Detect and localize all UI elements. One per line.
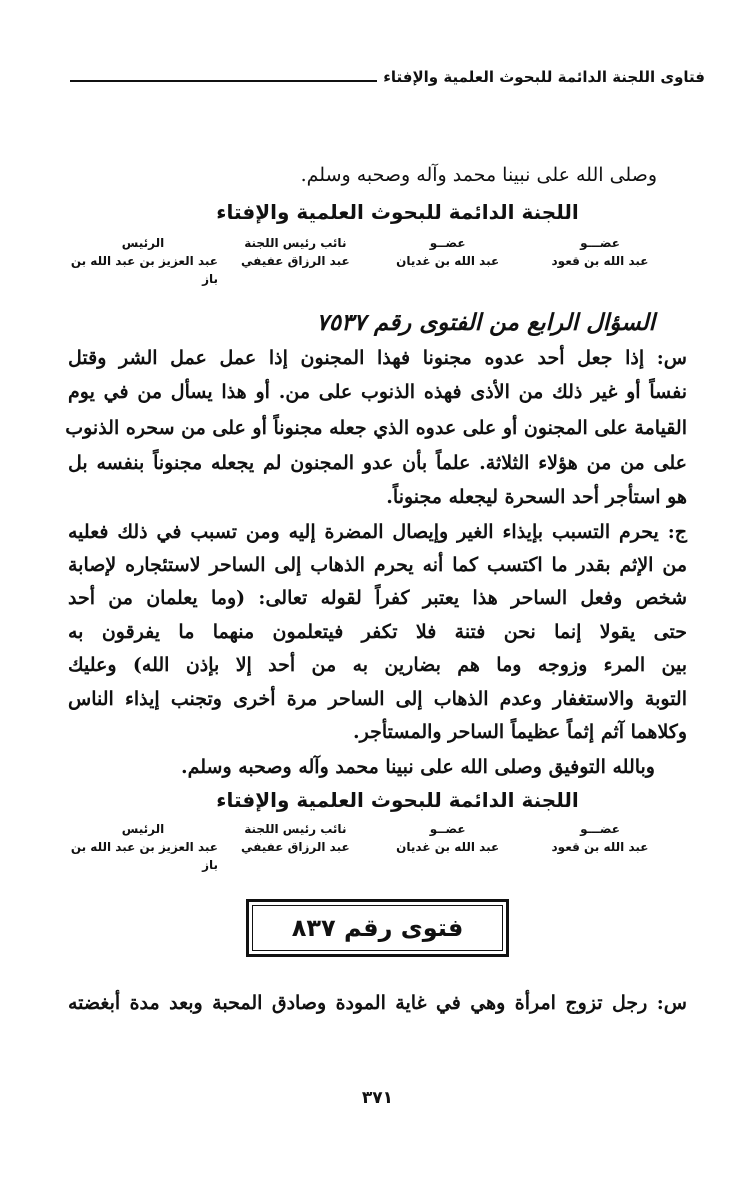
answer-line: من الإثم بقدر ما اكتسب كما أنه يحرم الذهاب إلى الساحر لاستئجاره لإصابة [68,554,687,576]
page-number: ٣٧١ [361,1088,394,1108]
question-line: هو استأجر أحد السحرة ليجعله مجنوناً. [386,486,687,508]
fatwa-number-label: فتوى رقم ٨٣٧ [252,905,503,951]
signature-member-1 [525,234,675,288]
signature-name: عبد العزيز بن عبد الله بن باز [70,254,219,286]
signature-member-2 [373,820,523,874]
fatwa-number-box [246,899,509,957]
signature-member-2 [373,234,523,288]
answer-line: بين المرء وزوجه وما هم بضارين به من أحد إلا بإذن الله) وعليك [68,654,687,676]
signature-name: عبد العزيز بن عبد الله بن باز [70,840,219,872]
signature-role: عضـــو [580,236,620,250]
header-rule [70,80,377,82]
answer-line: وكلاهما آثم إثماً عظيماً الساحر والمستأجر. [353,721,687,743]
signature-name: عبد الله بن قعود [551,254,649,268]
answer-line: التوبة والاستغفار وعدم الذهاب إلى الساحر مرة أخرى وتجنب إيذاء الناس [68,688,687,710]
signature-role: الرئيس [121,822,165,836]
signature-name: عبد الرزاق عفيفي [240,254,350,268]
signature-vice-president [220,820,370,874]
question-title: السؤال الرابع من الفتوى رقم ٧٥٣٧ [316,309,655,336]
answer-line: حتى يقولا إنما نحن فتنة فلا تكفر فيتعلمون منهما ما يفرقون به [68,621,687,643]
signature-president [68,820,218,874]
signatures-1 [68,234,675,288]
next-question-line: س: رجل تزوج امرأة وهي في غاية المودة وصادق المحبة وبعد مدة أبغضته [68,992,687,1014]
question-line: القيامة على المجنون أو على عدوه الذي جعله مجنوناً أو على من سحره الذنوب [65,417,687,439]
signature-role: عضــو [429,822,466,836]
signature-name: عبد الله بن غديان [396,254,500,268]
signatures-2 [68,820,675,874]
signature-name: عبد الرزاق عفيفي [240,840,350,854]
signature-member-1 [525,820,675,874]
signature-role: نائب رئيس اللجنة [244,822,347,836]
closing-line-1: وصلى الله على نبينا محمد وآله وصحبه وسلم. [300,164,657,186]
signature-role: عضــو [429,236,466,250]
question-line: نفساً أو غير ذلك من الأذى فهذه الذنوب على من. أو هذا يسأل من في يوم [68,381,687,403]
committee-title-1: اللجنة الدائمة للبحوث العلمية والإفتاء [216,200,579,224]
running-header [70,62,705,86]
question-line: على من من هؤلاء الثلاثة. علماً بأن عدو المجنون لم يجعله مجنوناً بنفسه بل [68,452,687,474]
signature-president [68,234,218,288]
header-title: فتاوى اللجنة الدائمة للبحوث العلمية والإفتاء [383,68,705,86]
signature-role: الرئيس [121,236,165,250]
answer-line: ج: يحرم التسبب بإيذاء الغير وإيصال المضرة إليه ومن تسبب في ذلك فعليه [68,521,687,543]
answer-line: شخص وفعل الساحر هذا يعتبر كفراً لقوله تعالى: (وما يعلمان من أحد [68,587,687,609]
signature-role: عضـــو [580,822,620,836]
question-line: س: إذا جعل أحد عدوه مجنونا فهذا المجنون إذا عمل عمل الشر وقتل [68,347,687,369]
committee-title-2: اللجنة الدائمة للبحوث العلمية والإفتاء [216,788,579,812]
signature-vice-president [220,234,370,288]
signature-role: نائب رئيس اللجنة [244,236,347,250]
signature-name: عبد الله بن غديان [396,840,500,854]
closing-line-2: وبالله التوفيق وصلى الله على نبينا محمد وآله وصحبه وسلم. [180,756,655,778]
signature-name: عبد الله بن قعود [551,840,649,854]
